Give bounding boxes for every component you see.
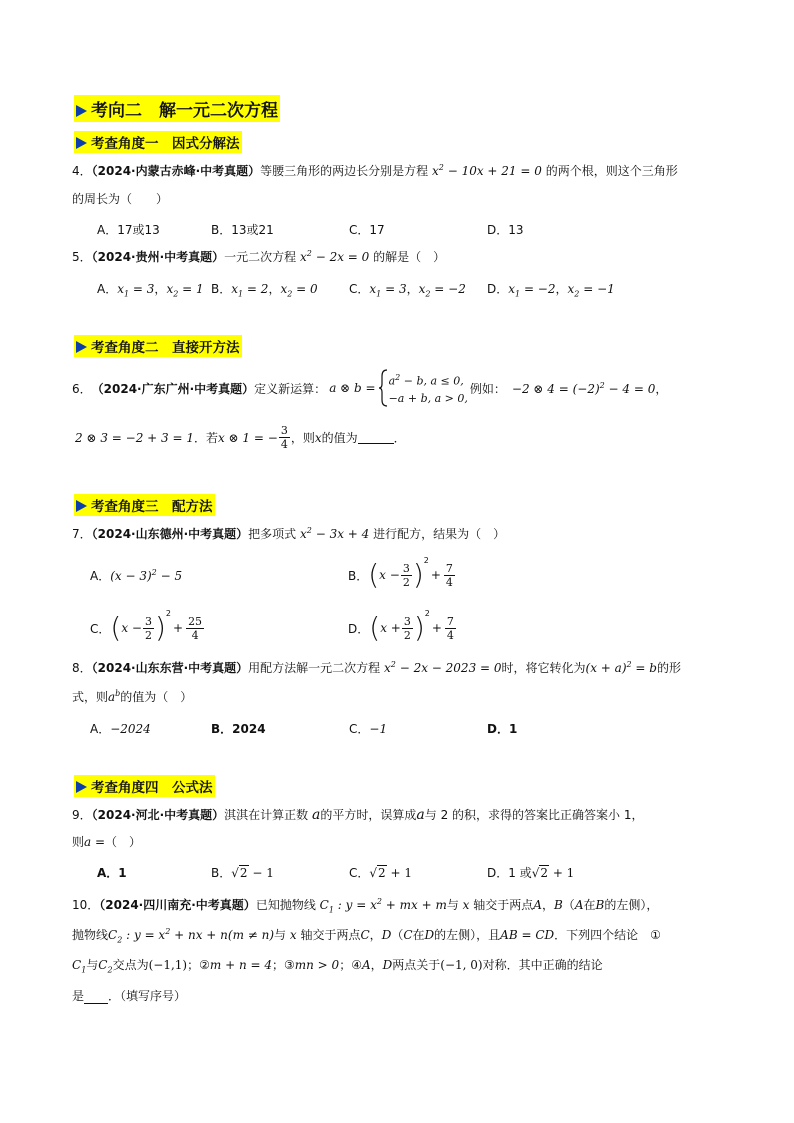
question-9-line-1: 9．（2024·河北·中考真题）淇淇在计算正数 a的平方时，误算成a与 2 的积，求得的答案比正确答案小 1， [72, 807, 644, 823]
answer-blank [358, 431, 394, 444]
triangle-marker-icon [76, 781, 87, 793]
angle-heading-1 [74, 131, 242, 153]
question-10-line-1: 10．（2024·四川南充·中考真题）已知抛物线 $C_1$ : $y = x^2$ + mx + m与 x 轴交于两点A，B（A在B的左侧）， [72, 897, 659, 915]
angle-heading-2: 考查角度二 直接开方法 [74, 335, 242, 357]
question-7-line-1: 7．（2024·山东德州·中考真题）把多项式 $x^2 - 3x + 4$ 进行配方，结果为（ ） [72, 526, 506, 541]
question-4-line-2: 的周长为（ ） [72, 192, 169, 206]
angle-label: 考查角度一 因式分解法 [91, 136, 240, 152]
question-6-line-2: 2 ⊗ 3 = −2 + 3 = 1 ．若 x ⊗ 1 = − $\frac{3}{4}$ ，则 x 的值为 ． [75, 424, 406, 451]
option-c: C．17 [349, 223, 385, 237]
option-a: A．−2024 [90, 722, 151, 736]
question-5-line-1: 5．（2024·贵州·中考真题）一元二次方程 $x^2 - 2x = 0$ 的解是（ ） [72, 249, 446, 264]
option-c: C． ( x − $\frac{3}{2}$ ) $^2$ + $\frac{25}{4}$ [90, 609, 203, 644]
option-a: A．1 [97, 866, 127, 880]
question-10-line-3: $C_1$与$C_2$交点为(−1,1)；②m + n = 4；③mn > 0；④A，D两点关于(−1, 0)对称．其中正确的结论 [72, 958, 603, 975]
section-title: 考向二 解一元二次方程 [91, 101, 278, 121]
option-a: A． $(x - 3)^2 - 5$ [90, 567, 183, 583]
option-b: B．13或21 [211, 223, 274, 237]
question-9-line-2: 则a =（ ） [72, 835, 142, 849]
option-c: C．√2 + 1 [349, 866, 413, 880]
triangle-marker-icon [76, 341, 87, 353]
option-b: B．2024 [211, 722, 266, 736]
option-d: D．13 [487, 223, 524, 237]
answer-blank [84, 991, 108, 1004]
option-b: B．√2 − 1 [211, 866, 274, 880]
option-a: A．$x_1 = 3$，$x_2 = 1$ [97, 282, 204, 299]
option-d: D．1 [487, 722, 518, 736]
question-4-line-1: 4．（2024·内蒙古赤峰·中考真题）等腰三角形的两边长分别是方程 $x^2 - 10x + 21 = 0$ 的两个根，则这个三角形 [72, 163, 678, 178]
triangle-marker-icon [76, 137, 87, 149]
option-c: C．$x_1 = 3$，$x_2 = -2$ [349, 282, 466, 299]
question-number: 4． [72, 164, 92, 178]
section-heading [74, 95, 280, 122]
question-10-line-4: 是 ．（填写序号） [72, 989, 187, 1003]
angle-heading-3: 考查角度三 配方法 [74, 494, 215, 516]
angle-heading-4: 考查角度四 公式法 [74, 775, 215, 797]
left-brace-icon [379, 369, 389, 407]
option-b: B．$x_1 = 2$，$x_2 = 0$ [211, 282, 318, 299]
question-source: （2024·内蒙古赤峰·中考真题） [91, 164, 261, 178]
triangle-marker-icon [76, 500, 87, 512]
triangle-marker-icon [76, 105, 87, 117]
question-6-line-1: 6． （2024·广东广州·中考真题） 定义新运算： a ⊗ b = $a^2 - b$, a ≤ 0, −a + b, a > 0, 例如： −2 ⊗ $4 = (-2)^2 - 4 = 0$ ， [72, 368, 667, 408]
question-8-line-1: 8．（2024·山东东营·中考真题）用配方法解一元二次方程 $x^2 - 2x - 2023 = 0$时，将它转化为$(x + a)^2 = b$的形 [72, 660, 681, 675]
question-8-line-2: 式，则$a^b$的值为（ ） [72, 689, 193, 704]
option-d: D．1 或√2 + 1 [487, 866, 575, 880]
equation: $x^2 - 10x + 21 = 0$ [432, 163, 542, 178]
option-c: C．−1 [349, 722, 388, 736]
option-a: A．17或13 [97, 223, 160, 237]
question-10-line-2: 抛物线$C_2$ : $y = x^2$ + nx + n(m ≠ n)与 x 轴交于两点C，D（C在D的左侧），且AB = CD．下列四个结论 ① [72, 927, 661, 945]
option-b: B． ( x − $\frac{3}{2}$ ) $^2$ + $\frac{7}{4}$ [348, 556, 453, 591]
option-d: D． ( x + $\frac{3}{2}$ ) $^2$ + $\frac{7}{4}$ [348, 609, 454, 644]
option-d: D．$x_1 = -2$，$x_2 = -1$ [487, 282, 615, 299]
